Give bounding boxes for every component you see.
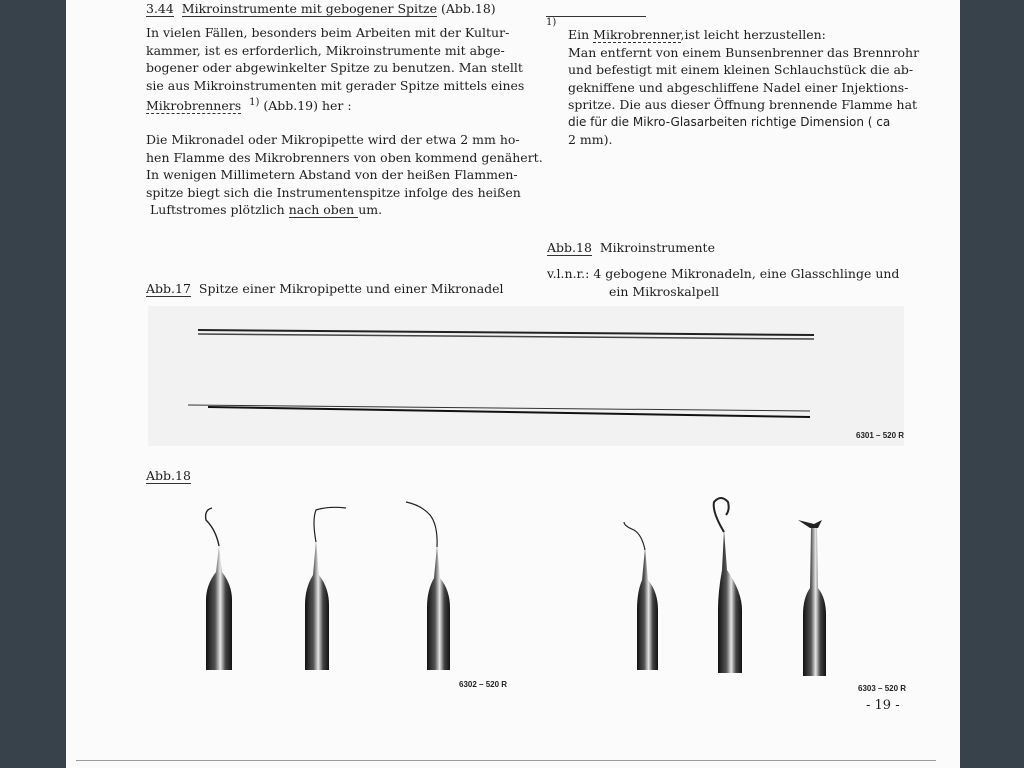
fig18-caption-text1: 4 gebogene Mikronadeln, eine Glasschlinge und	[593, 266, 900, 281]
footnote-mark: 1)	[546, 17, 557, 28]
footnote-line: gekniffene und abgeschliffene Nadel einer Injektions-	[568, 79, 909, 95]
fig18-caption-prefix: v.l.n.r.:	[547, 266, 590, 281]
section-number: 3.44	[146, 1, 174, 16]
bent-microneedle-3	[406, 502, 450, 670]
footnote-line: spritze. Die aus dieser Öffnung brennende Flamme hat	[568, 97, 918, 112]
fig18-label-text: Abb.18	[146, 468, 191, 483]
footnote-start: Ein	[568, 27, 594, 42]
footnote-line: 2 mm).	[568, 132, 613, 147]
footnote-ref: 1)	[249, 97, 260, 108]
left-para1-last-line	[146, 94, 352, 115]
left-para2-line: hen Flamme des Mikrobrenners von oben kommend genähert.	[146, 149, 543, 165]
fig18-caption-label: Abb.18	[547, 240, 592, 255]
footnote-first-line	[568, 26, 826, 44]
fig17-instruments	[148, 306, 904, 446]
left-para1-line: In vielen Fällen, besonders beim Arbeiten mit der Kultur-	[146, 25, 510, 40]
bent-microneedle-2	[305, 507, 346, 670]
left-para2-last-line	[146, 201, 382, 219]
left-para1-line: kammer, ist es erforderlich, Mikroinstrumente mit abge-	[146, 42, 505, 58]
para2-last-start: Luftstromes plötzlich	[146, 202, 289, 217]
bent-microneedle-4	[624, 522, 658, 670]
fig17-caption-title: Spitze einer Mikropipette und einer Mikronadel	[198, 281, 504, 296]
left-para2-line: Die Mikronadel oder Mikropipette wird der etwa 2 mm ho-	[146, 132, 520, 147]
footnote-rule	[546, 16, 646, 17]
fig18-instruments	[66, 490, 960, 700]
bent-microneedle-1	[206, 508, 232, 670]
fig18-caption-heading	[547, 240, 715, 255]
term-mikrobrenner: Mikrobrenner	[593, 27, 681, 42]
fig17-code: 6301 – 520 R	[856, 431, 905, 440]
footnote-first-rest: ,ist leicht herzustellen:	[680, 27, 826, 42]
left-para1-line: sie aus Mikroinstrumenten mit gerader Spitze mittels eines	[146, 77, 525, 93]
glass-loop	[714, 498, 742, 673]
document-page	[66, 0, 960, 768]
fig18-code-right: 6303 – 520 R	[858, 684, 907, 693]
fig17-caption-label: Abb.17	[146, 281, 191, 296]
fig18-caption-title: Mikroinstrumente	[599, 240, 715, 255]
para2-last-end: um.	[358, 202, 383, 217]
fig18-caption-line1	[547, 266, 899, 281]
left-para2-line: spitze biegt sich die Instrumentenspitze infolge des heißen	[146, 184, 521, 200]
section-title: Mikroinstrumente mit gebogener Spitze	[181, 1, 438, 16]
term-mikrobrenners: Mikrobrenners	[146, 98, 242, 114]
left-para1-line: bogener oder abgewinkelter Spitze zu benutzen. Man stellt	[146, 60, 523, 75]
section-heading	[146, 0, 496, 18]
footnote-line: die für die Mikro-Glasarbeiten richtige Dimension ( ca	[568, 114, 891, 129]
fig18-code-left: 6302 – 520 R	[459, 680, 508, 689]
fig17-caption	[146, 281, 504, 296]
fig18-label	[146, 468, 191, 483]
micro-scalpel	[798, 520, 826, 676]
section-ref: (Abb.18)	[441, 1, 496, 16]
bottom-edge-line	[76, 760, 936, 761]
page-number: - 19 -	[866, 698, 900, 713]
fig17-photo	[148, 306, 904, 446]
footnote-line: Man entfernt von einem Bunsenbrenner das Brennrohr	[568, 44, 920, 60]
fig18-caption-line2: ein Mikroskalpell	[609, 284, 720, 299]
left-para2-line: In wenigen Millimetern Abstand von der heißen Flammen-	[146, 167, 518, 182]
underlined-phrase: nach oben	[288, 202, 359, 217]
para1-end: (Abb.19) her :	[259, 98, 352, 114]
footnote-line: und befestigt mit einem kleinen Schlauchstück die ab-	[568, 62, 914, 77]
